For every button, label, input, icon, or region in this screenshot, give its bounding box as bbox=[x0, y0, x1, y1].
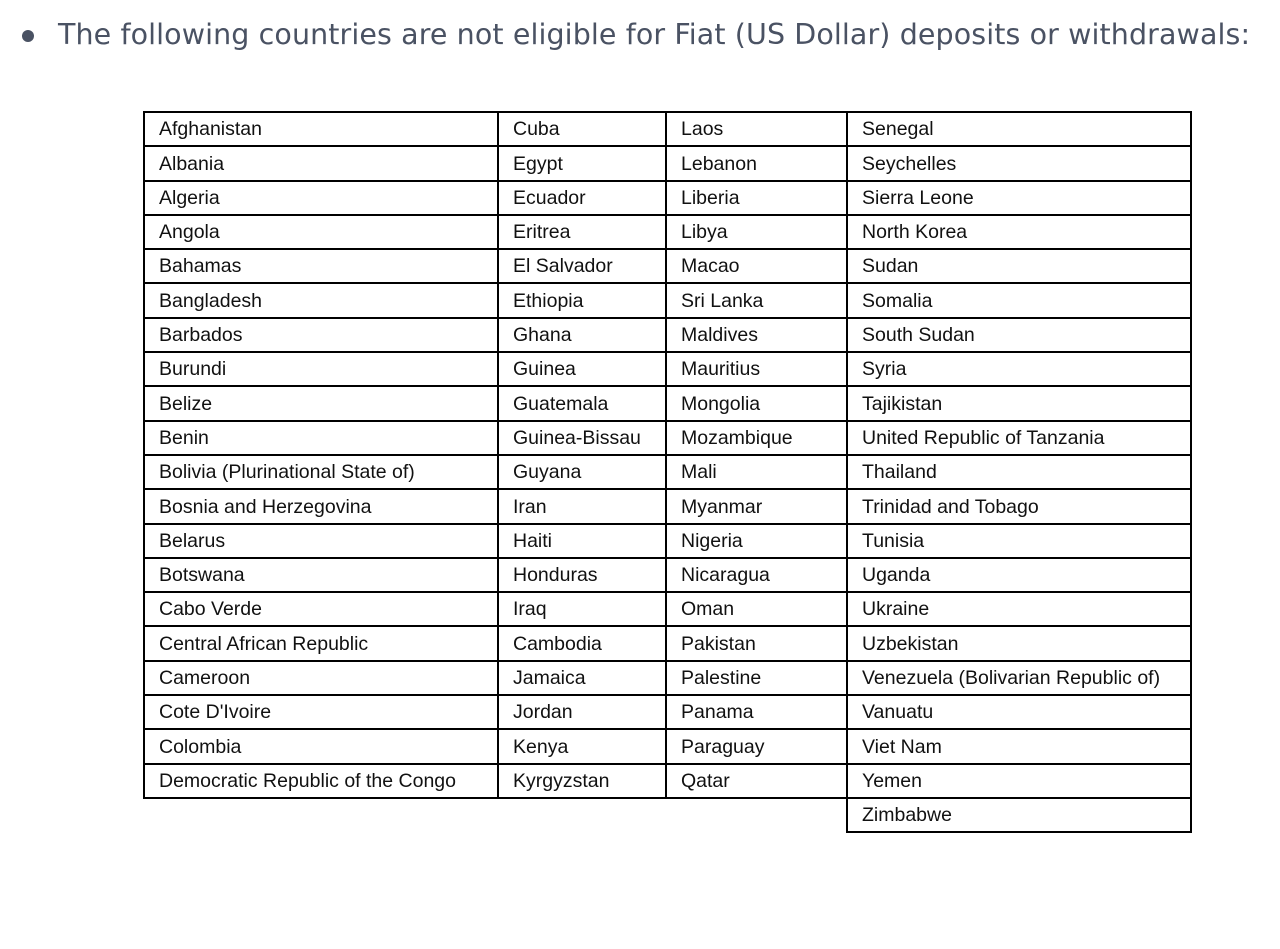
country-cell: Eritrea bbox=[498, 215, 666, 249]
notice-bullet bbox=[22, 18, 1250, 51]
country-cell: Qatar bbox=[666, 764, 847, 798]
country-cell: Bangladesh bbox=[144, 283, 498, 317]
table-row bbox=[144, 489, 1191, 523]
table-row bbox=[144, 421, 1191, 455]
country-cell: Yemen bbox=[847, 764, 1191, 798]
country-cell: Nigeria bbox=[666, 524, 847, 558]
country-cell: Angola bbox=[144, 215, 498, 249]
table-row bbox=[144, 386, 1191, 420]
table-row bbox=[144, 455, 1191, 489]
country-cell: Guyana bbox=[498, 455, 666, 489]
table-row bbox=[144, 112, 1191, 146]
country-cell: Liberia bbox=[666, 181, 847, 215]
table-row bbox=[144, 764, 1191, 798]
country-cell: Libya bbox=[666, 215, 847, 249]
country-cell: Paraguay bbox=[666, 729, 847, 763]
country-cell: Botswana bbox=[144, 558, 498, 592]
country-cell: Nicaragua bbox=[666, 558, 847, 592]
country-cell: Belarus bbox=[144, 524, 498, 558]
country-cell: Honduras bbox=[498, 558, 666, 592]
country-cell bbox=[144, 798, 498, 832]
table-row bbox=[144, 215, 1191, 249]
country-cell: Tunisia bbox=[847, 524, 1191, 558]
country-cell: Macao bbox=[666, 249, 847, 283]
table-row bbox=[144, 661, 1191, 695]
country-cell: Egypt bbox=[498, 146, 666, 180]
country-cell: El Salvador bbox=[498, 249, 666, 283]
country-cell: Algeria bbox=[144, 181, 498, 215]
country-cell: Mauritius bbox=[666, 352, 847, 386]
country-cell: North Korea bbox=[847, 215, 1191, 249]
country-cell: Afghanistan bbox=[144, 112, 498, 146]
country-cell: Haiti bbox=[498, 524, 666, 558]
country-cell: Viet Nam bbox=[847, 729, 1191, 763]
country-cell: Bolivia (Plurinational State of) bbox=[144, 455, 498, 489]
country-cell: United Republic of Tanzania bbox=[847, 421, 1191, 455]
table-row bbox=[144, 798, 1191, 832]
country-cell: Cote D'Ivoire bbox=[144, 695, 498, 729]
country-cell: Jordan bbox=[498, 695, 666, 729]
country-cell: Kenya bbox=[498, 729, 666, 763]
country-cell: Ecuador bbox=[498, 181, 666, 215]
table-row bbox=[144, 181, 1191, 215]
country-cell: Ethiopia bbox=[498, 283, 666, 317]
country-cell: Belize bbox=[144, 386, 498, 420]
country-cell: Bosnia and Herzegovina bbox=[144, 489, 498, 523]
country-cell: Cabo Verde bbox=[144, 592, 498, 626]
table-row bbox=[144, 729, 1191, 763]
table-row bbox=[144, 592, 1191, 626]
country-cell: Ukraine bbox=[847, 592, 1191, 626]
country-cell bbox=[666, 798, 847, 832]
country-cell bbox=[498, 798, 666, 832]
country-cell: Benin bbox=[144, 421, 498, 455]
country-cell: Palestine bbox=[666, 661, 847, 695]
country-cell: South Sudan bbox=[847, 318, 1191, 352]
country-cell: Colombia bbox=[144, 729, 498, 763]
table-row bbox=[144, 249, 1191, 283]
country-cell: Oman bbox=[666, 592, 847, 626]
country-cell: Senegal bbox=[847, 112, 1191, 146]
country-cell: Burundi bbox=[144, 352, 498, 386]
country-cell: Guinea-Bissau bbox=[498, 421, 666, 455]
country-cell: Cameroon bbox=[144, 661, 498, 695]
country-cell: Jamaica bbox=[498, 661, 666, 695]
bullet-dot-icon bbox=[22, 30, 34, 42]
country-cell: Cambodia bbox=[498, 626, 666, 660]
country-cell: Cuba bbox=[498, 112, 666, 146]
table-row bbox=[144, 318, 1191, 352]
country-cell: Pakistan bbox=[666, 626, 847, 660]
country-cell: Guinea bbox=[498, 352, 666, 386]
country-cell: Zimbabwe bbox=[847, 798, 1191, 832]
country-cell: Iran bbox=[498, 489, 666, 523]
country-cell: Lebanon bbox=[666, 146, 847, 180]
country-cell: Tajikistan bbox=[847, 386, 1191, 420]
country-cell: Ghana bbox=[498, 318, 666, 352]
country-cell: Sierra Leone bbox=[847, 181, 1191, 215]
country-cell: Seychelles bbox=[847, 146, 1191, 180]
table-row bbox=[144, 524, 1191, 558]
table-row bbox=[144, 146, 1191, 180]
country-cell: Somalia bbox=[847, 283, 1191, 317]
country-cell: Kyrgyzstan bbox=[498, 764, 666, 798]
country-cell: Sudan bbox=[847, 249, 1191, 283]
country-cell: Myanmar bbox=[666, 489, 847, 523]
country-cell: Venezuela (Bolivarian Republic of) bbox=[847, 661, 1191, 695]
country-cell: Bahamas bbox=[144, 249, 498, 283]
country-cell: Thailand bbox=[847, 455, 1191, 489]
ineligible-countries-table bbox=[143, 111, 1192, 833]
country-cell: Mongolia bbox=[666, 386, 847, 420]
table-row bbox=[144, 695, 1191, 729]
country-cell: Iraq bbox=[498, 592, 666, 626]
country-cell: Central African Republic bbox=[144, 626, 498, 660]
table-row bbox=[144, 283, 1191, 317]
country-cell: Democratic Republic of the Congo bbox=[144, 764, 498, 798]
country-cell: Uzbekistan bbox=[847, 626, 1191, 660]
country-cell: Guatemala bbox=[498, 386, 666, 420]
table-row bbox=[144, 626, 1191, 660]
country-cell: Laos bbox=[666, 112, 847, 146]
country-cell: Sri Lanka bbox=[666, 283, 847, 317]
country-cell: Trinidad and Tobago bbox=[847, 489, 1191, 523]
country-cell: Syria bbox=[847, 352, 1191, 386]
country-cell: Mali bbox=[666, 455, 847, 489]
country-cell: Albania bbox=[144, 146, 498, 180]
country-cell: Barbados bbox=[144, 318, 498, 352]
country-cell: Vanuatu bbox=[847, 695, 1191, 729]
country-cell: Mozambique bbox=[666, 421, 847, 455]
country-cell: Uganda bbox=[847, 558, 1191, 592]
country-table-body bbox=[144, 112, 1191, 832]
notice-text: The following countries are not eligible for Fiat (US Dollar) deposits or withdrawals: bbox=[58, 18, 1251, 51]
country-cell: Maldives bbox=[666, 318, 847, 352]
table-row bbox=[144, 352, 1191, 386]
country-cell: Panama bbox=[666, 695, 847, 729]
table-row bbox=[144, 558, 1191, 592]
